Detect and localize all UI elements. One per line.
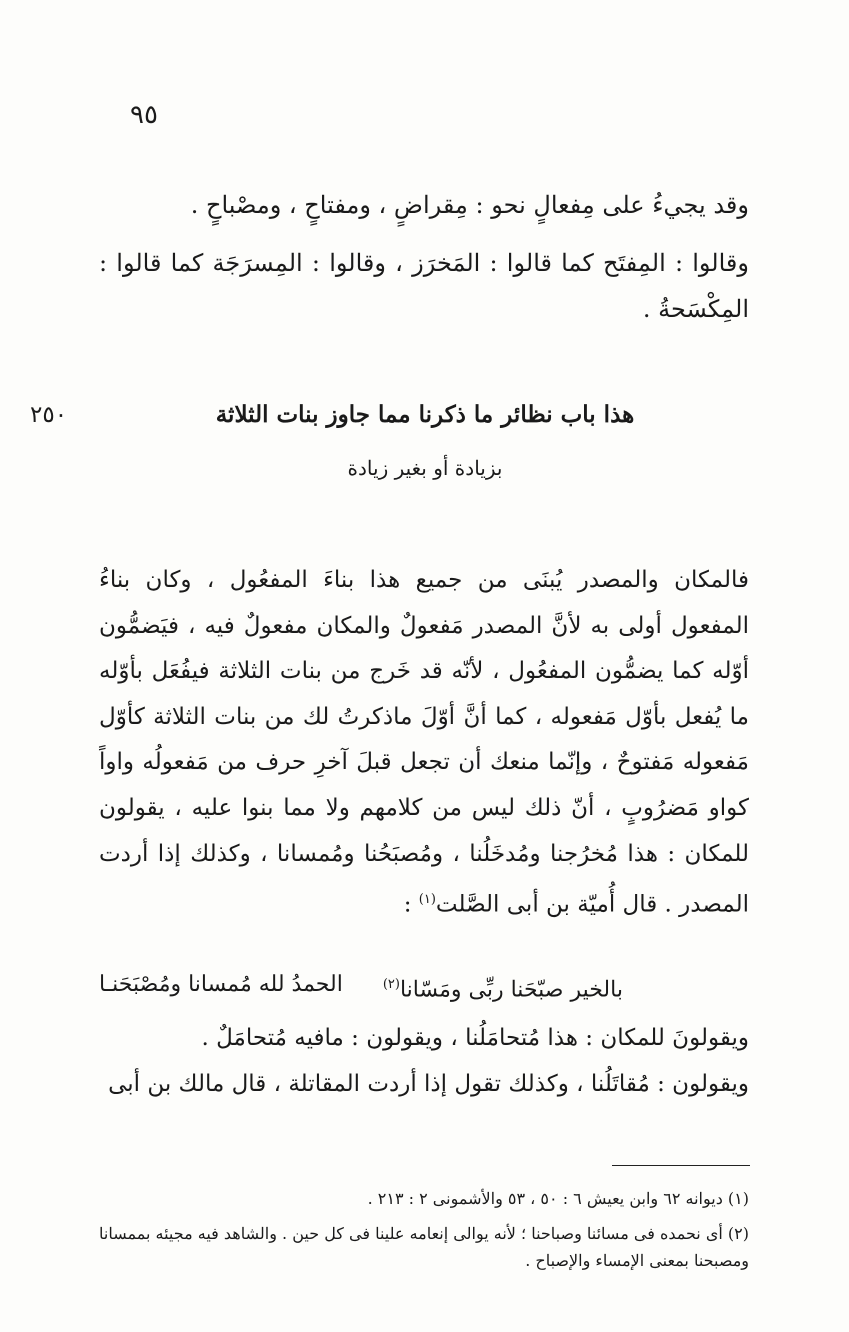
paragraph-mifaal: وقد يجيءُ على مِفعالٍ نحو : مِقراضٍ ، ومفتاحٍ ، ومصْباحٍ . [190,191,749,219]
body-text: فالمكان والمصدر يُبنَى من جميع هذا بناءَ المفعُول ، وكان بناءُ المفعول أولى به لأنَّ المصدر مَفعولٌ والمكان مفعولٌ فيه ، فيَضمُّون أوّله كما يضمُّون المفعُول ، لأنّه قد خَرج من بنات الثلاثة فيفُعَل بأوّله ما يُفعل بأوّل مَفعوله ، كما أنَّ أوّلَ ماذكرتُ لك من بنات الثلاثة كأوّل مَفعوله مَفتوحٌ ، وإنّما منعك أن تجعل قبلَ آخرِ حرف من مَفعولُه واواً كواو مَضرُوبٍ ، أنّ ذلك ليس من كلامهم ولا مما بنوا عليه ، يقولون للمكان : هذا مُخرُجنا ومُدخَلُنا ، ومُصبَحُنا ومُمسانا ، وكذلك إذا أردت المصدر . قال أُميّة بن أبى الصَّلت [99,567,749,918]
verse-hemistich-second [383,965,623,1010]
footnote-2: (٢) أى نحمده فى مسائنا وصباحنا ؛ لأنه يوالى إنعامه علينا فى كل حين . والشاهد فيه مجيئه بممسانا ومصبحنا بمعنى الإمساء والإصباح . [99,1224,749,1270]
paragraph-mifatah: وقالوا : المِفتَح كما قالوا : المَخرَز ، وقالوا : المِسرَجَة كما قالوا : المِكْسَحةُ . [99,249,749,323]
after-verse-line-2: ويقولون : مُقاتَلُنا ، وكذلك تقول إذا أردت المقاتلة ، قال مالك بن أبى [108,1071,749,1097]
colon: : [403,891,419,918]
chapter-subheading: بزيادة أو بغير زيادة [347,456,503,480]
margin-number: ٢٥٠ [30,402,68,428]
body-paragraph [99,558,749,928]
after-verse-line-1: ويقولونَ للمكان : هذا مُتحامَلُنا ، ويقولون : مافيه مُتحامَلٌ . [201,1025,749,1051]
verse-second-text: بالخير صبّحَنا ربِّى ومَسّانا [399,977,623,1003]
chapter-heading: هذا باب نظائر ما ذكرنا مما جاوز بنات الثلاثة [215,401,635,428]
footnote-ref-2: (٢) [382,977,400,992]
footnote-ref-1: (١) [418,892,436,908]
poem-verse [99,965,749,1010]
verse-hemistich-first: الحمدُ لله مُمسانا ومُصْبَحَنـا [99,972,343,997]
footnotes [99,1185,749,1282]
footnote-divider [612,1165,750,1166]
footnote-1: (١) ديوانه ٦٢ وابن يعيش ٦ : ٥٠ ، ٥٣ والأشمونى ٢ : ٢١٣ . [367,1189,749,1208]
page-number: ٩٥ [130,100,158,130]
after-verse-text [99,1015,749,1107]
body-paragraph-text [99,558,749,928]
